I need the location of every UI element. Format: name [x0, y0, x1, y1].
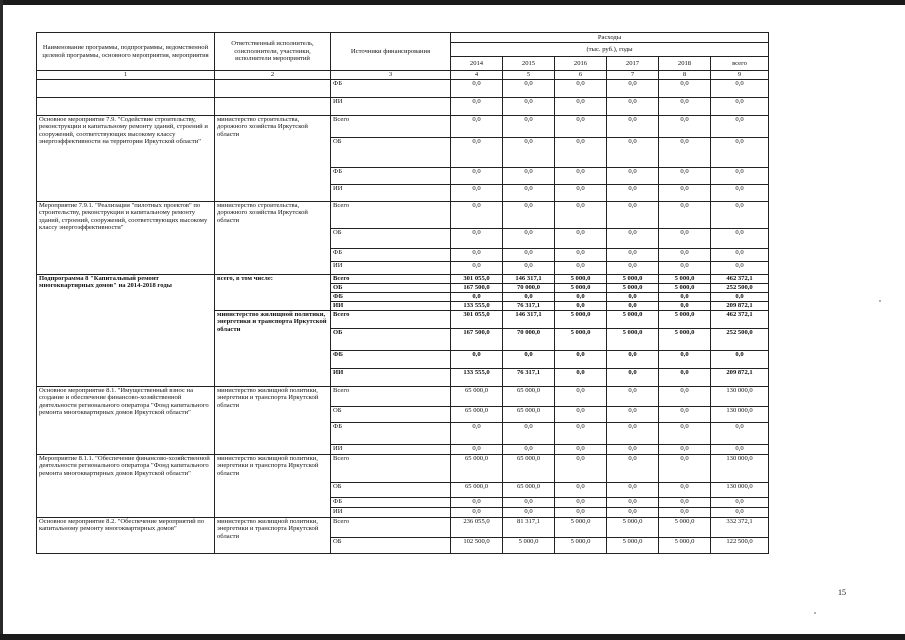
value-year: 0,0	[659, 292, 711, 301]
value-total: 209 872,1	[711, 301, 769, 310]
funding-source: Всего	[331, 310, 451, 328]
funding-source: ИИ	[331, 97, 451, 115]
value-year: 133 555,0	[451, 301, 503, 310]
value-total: 0,0	[711, 79, 769, 97]
executor: министерство жилищной политики, энергетики и транспорта Иркутской области	[215, 386, 331, 454]
value-year: 65 000,0	[451, 482, 503, 497]
header-name: Наименование программы, подпрограммы, ведомственной целевой программы, основного мероприятия, мероприятия	[37, 33, 215, 71]
budget-table	[36, 32, 769, 554]
table-row	[37, 274, 769, 283]
scan-edge-bottom	[0, 634, 905, 640]
funding-source: ФБ	[331, 350, 451, 368]
value-year: 236 055,0	[451, 517, 503, 537]
funding-source: ОБ	[331, 537, 451, 553]
value-year: 0,0	[451, 97, 503, 115]
table-row	[37, 79, 769, 97]
value-year: 0,0	[607, 261, 659, 274]
value-year: 0,0	[659, 228, 711, 248]
value-total: 0,0	[711, 507, 769, 517]
value-year: 0,0	[503, 350, 555, 368]
value-year: 0,0	[555, 406, 607, 422]
value-year: 5 000,0	[659, 328, 711, 350]
value-year: 0,0	[659, 248, 711, 261]
funding-source: ИИ	[331, 444, 451, 454]
value-year: 0,0	[503, 167, 555, 184]
value-year: 0,0	[503, 507, 555, 517]
value-year: 0,0	[503, 292, 555, 301]
column-number: 3	[331, 71, 451, 80]
value-year: 0,0	[607, 97, 659, 115]
table-row	[37, 517, 769, 537]
value-year: 0,0	[659, 454, 711, 482]
value-year: 0,0	[607, 301, 659, 310]
value-total: 0,0	[711, 422, 769, 444]
value-year: 0,0	[607, 350, 659, 368]
value-year: 0,0	[607, 184, 659, 201]
funding-source: ФБ	[331, 422, 451, 444]
value-total: 130 000,0	[711, 454, 769, 482]
executor: министерство строительства, дорожного хозяйства Иркутской области	[215, 115, 331, 201]
value-year: 0,0	[555, 482, 607, 497]
value-year: 0,0	[607, 482, 659, 497]
header-year: 2018	[659, 57, 711, 71]
value-total: 130 000,0	[711, 406, 769, 422]
value-year: 0,0	[659, 497, 711, 507]
value-total: 462 372,1	[711, 310, 769, 328]
page-number: 15	[838, 588, 846, 597]
value-year: 5 000,0	[555, 310, 607, 328]
value-year: 65 000,0	[451, 386, 503, 406]
value-year: 0,0	[555, 444, 607, 454]
table-row	[37, 201, 769, 228]
value-year: 133 555,0	[451, 368, 503, 386]
empty-cell	[37, 79, 215, 97]
value-year: 5 000,0	[607, 274, 659, 283]
value-year: 5 000,0	[555, 274, 607, 283]
value-year: 0,0	[659, 350, 711, 368]
value-year: 76 317,1	[503, 368, 555, 386]
value-year: 0,0	[607, 137, 659, 167]
value-year: 0,0	[503, 444, 555, 454]
value-year: 0,0	[607, 454, 659, 482]
column-number: 2	[215, 71, 331, 80]
value-total: 0,0	[711, 167, 769, 184]
header-expenses: Расходы	[451, 33, 769, 43]
header-executor: Ответственный исполнитель, соисполнители, участники, исполнители мероприятий	[215, 33, 331, 71]
value-year: 0,0	[555, 292, 607, 301]
value-year: 5 000,0	[659, 274, 711, 283]
value-total: 130 000,0	[711, 386, 769, 406]
value-year: 5 000,0	[659, 537, 711, 553]
activity-name: Мероприятие 7.9.1. "Реализация "пилотных проектов" по строительству, реконструкции и капитальному ремонту зданий, строений, сооружений, соответствующих высокому классу энергоэффективности"	[37, 201, 215, 274]
value-year: 146 317,1	[503, 310, 555, 328]
executor: министерство жилищной политики, энергетики и транспорта Иркутской области	[215, 517, 331, 553]
value-year: 65 000,0	[451, 406, 503, 422]
empty-cell	[37, 97, 215, 115]
value-year: 0,0	[659, 301, 711, 310]
funding-source: ФБ	[331, 292, 451, 301]
value-year: 0,0	[555, 301, 607, 310]
value-total: 0,0	[711, 497, 769, 507]
value-year: 5 000,0	[607, 310, 659, 328]
header-unit: (тыс. руб.), годы	[451, 43, 769, 57]
value-year: 0,0	[451, 115, 503, 137]
value-year: 0,0	[451, 79, 503, 97]
value-year: 0,0	[451, 167, 503, 184]
value-year: 0,0	[451, 292, 503, 301]
value-total: 0,0	[711, 350, 769, 368]
value-year: 5 000,0	[607, 328, 659, 350]
funding-source: ИИ	[331, 507, 451, 517]
value-total: 122 500,0	[711, 537, 769, 553]
funding-source: ОБ	[331, 406, 451, 422]
value-year: 0,0	[555, 368, 607, 386]
value-year: 301 055,0	[451, 310, 503, 328]
table-row	[37, 115, 769, 137]
value-year: 0,0	[659, 422, 711, 444]
value-year: 0,0	[451, 422, 503, 444]
value-year: 0,0	[451, 497, 503, 507]
funding-source: Всего	[331, 201, 451, 228]
value-year: 65 000,0	[451, 454, 503, 482]
funding-source: ИИ	[331, 261, 451, 274]
empty-cell	[215, 97, 331, 115]
value-total: 0,0	[711, 201, 769, 228]
value-year: 5 000,0	[659, 517, 711, 537]
value-year: 65 000,0	[503, 406, 555, 422]
value-year: 0,0	[503, 79, 555, 97]
value-total: 0,0	[711, 444, 769, 454]
executor: всего, в том числе:	[215, 274, 331, 310]
value-year: 0,0	[607, 368, 659, 386]
value-year: 0,0	[503, 248, 555, 261]
value-year: 0,0	[607, 228, 659, 248]
executor: министерство жилищной политики, энергетики и транспорта Иркутской области	[215, 454, 331, 517]
value-year: 0,0	[555, 167, 607, 184]
column-number: 9	[711, 71, 769, 80]
column-number: 5	[503, 71, 555, 80]
value-year: 301 055,0	[451, 274, 503, 283]
value-year: 0,0	[451, 507, 503, 517]
value-year: 0,0	[555, 454, 607, 482]
value-year: 5 000,0	[607, 283, 659, 292]
value-year: 0,0	[555, 228, 607, 248]
scan-speck	[879, 300, 881, 302]
header-year-total: всего	[711, 57, 769, 71]
funding-source: Всего	[331, 274, 451, 283]
value-year: 0,0	[659, 115, 711, 137]
value-year: 0,0	[451, 228, 503, 248]
value-year: 5 000,0	[555, 328, 607, 350]
value-total: 0,0	[711, 184, 769, 201]
value-year: 5 000,0	[607, 537, 659, 553]
value-year: 0,0	[555, 97, 607, 115]
activity-name: Подпрограмма 8 "Капитальный ремонт многоквартирных домов" на 2014-2018 годы	[37, 274, 215, 386]
funding-source: ОБ	[331, 328, 451, 350]
value-year: 81 317,1	[503, 517, 555, 537]
column-number: 8	[659, 71, 711, 80]
empty-cell	[215, 79, 331, 97]
funding-source: ОБ	[331, 137, 451, 167]
value-year: 0,0	[555, 386, 607, 406]
funding-source: ИИ	[331, 368, 451, 386]
value-year: 167 500,0	[451, 283, 503, 292]
funding-source: Всего	[331, 454, 451, 482]
activity-name: Основное мероприятие 7.9. "Содействие строительству, реконструкции и капитальному ремонту зданий, строений и сооружений, соответствующих высокому классу энергоэффективности на территории Иркутской области"	[37, 115, 215, 201]
funding-source: ОБ	[331, 482, 451, 497]
funding-source: ИИ	[331, 301, 451, 310]
value-year: 0,0	[659, 201, 711, 228]
executor: министерство строительства, дорожного хозяйства Иркутской области	[215, 201, 331, 274]
value-year: 0,0	[451, 137, 503, 167]
value-year: 65 000,0	[503, 454, 555, 482]
value-year: 0,0	[659, 79, 711, 97]
scan-edge-top	[0, 0, 905, 5]
table-row	[37, 97, 769, 115]
value-year: 0,0	[659, 184, 711, 201]
header-year: 2017	[607, 57, 659, 71]
value-year: 0,0	[607, 201, 659, 228]
value-year: 0,0	[555, 261, 607, 274]
value-year: 0,0	[659, 406, 711, 422]
value-year: 0,0	[451, 184, 503, 201]
funding-source: ОБ	[331, 228, 451, 248]
scan-edge-left	[0, 0, 3, 640]
value-year: 65 000,0	[503, 386, 555, 406]
value-total: 0,0	[711, 137, 769, 167]
value-year: 0,0	[607, 292, 659, 301]
value-year: 0,0	[555, 422, 607, 444]
value-year: 5 000,0	[503, 537, 555, 553]
value-year: 0,0	[503, 97, 555, 115]
header-year: 2015	[503, 57, 555, 71]
value-year: 0,0	[451, 248, 503, 261]
value-total: 209 872,1	[711, 368, 769, 386]
value-year: 5 000,0	[659, 310, 711, 328]
value-total: 0,0	[711, 115, 769, 137]
value-year: 76 317,1	[503, 301, 555, 310]
value-year: 0,0	[607, 248, 659, 261]
value-year: 0,0	[503, 228, 555, 248]
value-total: 0,0	[711, 292, 769, 301]
value-year: 0,0	[607, 115, 659, 137]
header-year: 2014	[451, 57, 503, 71]
value-year: 0,0	[659, 386, 711, 406]
value-year: 0,0	[503, 137, 555, 167]
value-year: 0,0	[659, 507, 711, 517]
funding-source: ФБ	[331, 79, 451, 97]
activity-name: Мероприятие 8.1.1. "Обеспечение финансово-хозяйственной деятельности регионального оператора "Фонд капитального ремонта многоквартирных домов Иркутской области"	[37, 454, 215, 517]
value-total: 252 500,0	[711, 328, 769, 350]
value-year: 0,0	[659, 368, 711, 386]
column-number: 4	[451, 71, 503, 80]
funding-source: Всего	[331, 386, 451, 406]
activity-name: Основное мероприятие 8.2. "Обеспечение мероприятий по капитальному ремонту многоквартирных домов"	[37, 517, 215, 553]
value-year: 5 000,0	[659, 283, 711, 292]
value-year: 0,0	[503, 184, 555, 201]
value-year: 0,0	[607, 79, 659, 97]
value-year: 0,0	[659, 261, 711, 274]
value-year: 0,0	[503, 422, 555, 444]
value-year: 0,0	[607, 422, 659, 444]
funding-source: ФБ	[331, 167, 451, 184]
funding-source: ФБ	[331, 248, 451, 261]
value-year: 70 000,0	[503, 328, 555, 350]
value-year: 70 000,0	[503, 283, 555, 292]
value-total: 0,0	[711, 97, 769, 115]
value-year: 0,0	[555, 201, 607, 228]
funding-source: ФБ	[331, 497, 451, 507]
table-row	[37, 454, 769, 482]
value-year: 0,0	[555, 137, 607, 167]
value-year: 0,0	[659, 97, 711, 115]
value-total: 0,0	[711, 248, 769, 261]
value-year: 146 317,1	[503, 274, 555, 283]
funding-source: Всего	[331, 517, 451, 537]
value-year: 0,0	[555, 79, 607, 97]
funding-source: ОБ	[331, 283, 451, 292]
value-year: 0,0	[451, 201, 503, 228]
value-year: 0,0	[503, 201, 555, 228]
value-year: 0,0	[555, 184, 607, 201]
value-year: 167 500,0	[451, 328, 503, 350]
value-year: 5 000,0	[555, 283, 607, 292]
column-number: 1	[37, 71, 215, 80]
value-year: 0,0	[451, 261, 503, 274]
value-year: 0,0	[503, 115, 555, 137]
value-total: 0,0	[711, 228, 769, 248]
scan-speck	[814, 612, 816, 614]
value-year: 0,0	[659, 444, 711, 454]
header-year: 2016	[555, 57, 607, 71]
value-year: 0,0	[607, 167, 659, 184]
value-year: 0,0	[607, 406, 659, 422]
value-year: 0,0	[451, 350, 503, 368]
value-year: 0,0	[659, 137, 711, 167]
value-year: 0,0	[555, 248, 607, 261]
value-total: 252 500,0	[711, 283, 769, 292]
value-year: 65 000,0	[503, 482, 555, 497]
column-number: 7	[607, 71, 659, 80]
value-year: 102 500,0	[451, 537, 503, 553]
value-year: 0,0	[607, 507, 659, 517]
value-year: 0,0	[451, 444, 503, 454]
value-total: 462 372,1	[711, 274, 769, 283]
value-total: 332 372,1	[711, 517, 769, 537]
table-row	[37, 386, 769, 406]
value-total: 0,0	[711, 261, 769, 274]
value-year: 0,0	[555, 497, 607, 507]
header-source: Источники финансирования	[331, 33, 451, 71]
activity-name: Основное мероприятие 8.1. "Имущественный взнос на создание и обеспечение финансово-хозяйственной деятельности регионального оператора "Фонд капитального ремонта многоквартирных домов Иркутской области"	[37, 386, 215, 454]
value-total: 130 000,0	[711, 482, 769, 497]
value-year: 0,0	[659, 482, 711, 497]
funding-source: ИИ	[331, 184, 451, 201]
value-year: 0,0	[555, 507, 607, 517]
value-year: 0,0	[503, 497, 555, 507]
value-year: 0,0	[659, 167, 711, 184]
value-year: 0,0	[555, 115, 607, 137]
value-year: 0,0	[607, 497, 659, 507]
value-year: 0,0	[607, 386, 659, 406]
value-year: 0,0	[555, 350, 607, 368]
funding-source: Всего	[331, 115, 451, 137]
value-year: 5 000,0	[607, 517, 659, 537]
value-year: 0,0	[503, 261, 555, 274]
value-year: 5 000,0	[555, 537, 607, 553]
executor: министерство жилищной политики, энергетики и транспорта Иркутской области	[215, 310, 331, 386]
value-year: 0,0	[607, 444, 659, 454]
value-year: 5 000,0	[555, 517, 607, 537]
column-number: 6	[555, 71, 607, 80]
